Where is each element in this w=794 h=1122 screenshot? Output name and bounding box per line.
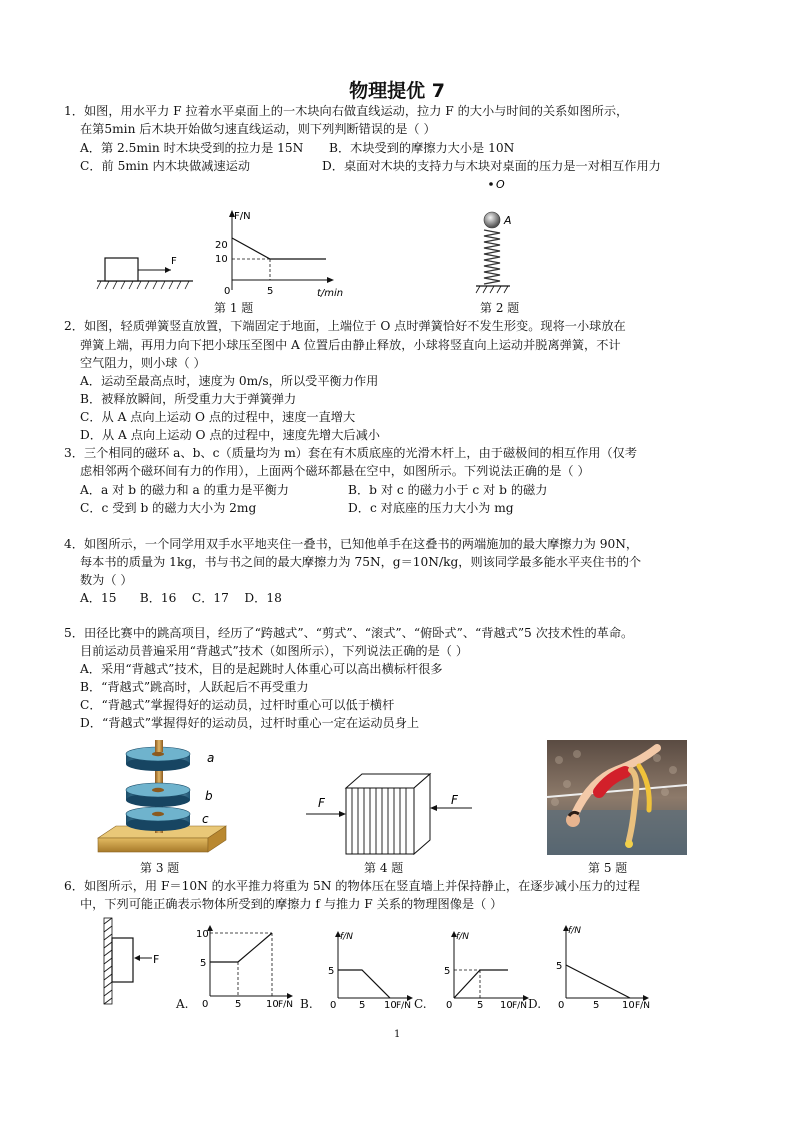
q2-option-a: A．运动至最高点时，速度为 0m/s，所以受平衡力作用 [80,374,379,388]
figure-3-caption: 第 3 题 [140,861,180,875]
q1-option-c: C．前 5min 内木块做减速运动 [80,159,251,173]
q5-option-a: A．采用“背越式”技术，目的是起跳时人体重心可以高出横标杆很多 [80,662,443,676]
q1-option-b: B．木块受到的摩擦力大小是 10N [329,141,515,155]
q3-line-2: 虑相邻两个磁环间有力的作用），上面两个磁环都悬在空中，如图所示。下列说法正确的是（ ） [80,464,590,478]
graph-d [550,920,658,1010]
q3-option-a: A．a 对 b 的磁力和 a 的重力是平衡力 [80,483,289,497]
graph-b-ylabel: f/N [340,932,353,942]
figure-6-wall [100,916,170,1008]
q1-line-2: 在第5min 后木块开始做匀速直线运动，则下列判断错误的是（ ） [80,122,436,136]
graph-c-tick-5: 5 [444,966,451,977]
figure-4-caption: 第 4 题 [364,861,404,875]
figure-5-caption: 第 5 题 [588,861,628,875]
figure-3-label-b: b [205,789,213,803]
graph-d-x-10: 10 [622,1000,635,1010]
option-d-label: D. [528,997,542,1011]
q5-option-c: C．“背越式”掌握得好的运动员，过杆时重心可以低于横杆 [80,698,395,712]
q3-option-c: C．c 受到 b 的磁力大小为 2mg [80,501,257,515]
figure-4-right-force: F [451,793,458,807]
graph-d-ylabel: f/N [568,926,581,936]
graph-b-xlabel: F/N [396,1001,411,1010]
page-title: 物理提优 7 [349,80,445,102]
graph-c-xlabel: F/N [512,1001,527,1010]
q2-line-3: 空气阻力，则小球（ ） [80,356,206,370]
q2-option-c: C．从 A 点向上运动 O 点的过程中，速度一直增大 [80,410,356,424]
graph-b [322,928,418,1010]
page-number: 1 [394,1029,401,1040]
q2-line-2: 弹簧上端，再用力向下把小球压至图中 A 位置后由静止释放，小球将竖直向上运动并脱离弹簧，不计 [80,338,621,352]
q5-line-1: 5．田径比赛中的跳高项目，经历了“跨越式”、“剪式”、“滚式”、“俯卧式”、“背越式”5 次技术性的革命。 [64,626,634,640]
q3-line-1: 3．三个相同的磁环 a、b、c（质量均为 m）套在有木质底座的光滑木杆上，由于磁极间的相互作用（仅考 [64,446,638,460]
graph-d-origin: 0 [558,1000,565,1010]
graph-a-tick-5: 5 [200,958,207,969]
graph-a-x-5: 5 [235,999,242,1010]
graph-b-x-5: 5 [359,1000,366,1010]
graph-d-xlabel: F/N [635,1001,650,1010]
q2-option-d: D．从 A 点向上运动 O 点的过程中，速度先增大后减小 [80,428,380,442]
graph-b-x-10: 10 [384,1000,397,1010]
graph-c-x-5: 5 [477,1000,484,1010]
graph-c-x-10: 10 [500,1000,513,1010]
graph-1-xlabel: t/min [317,288,344,299]
graph-a [194,920,302,1010]
option-a-label: A. [176,997,189,1011]
figure-2-spring [470,176,540,298]
q5-option-b: B．“背越式”跳高时，人跃起后不再受重力 [80,680,309,694]
figure-1-graph [210,206,350,300]
graph-b-origin: 0 [330,1000,337,1010]
option-b-label: B. [300,997,313,1011]
option-c-label: C. [414,997,427,1011]
figure-1-caption: 第 1 题 [214,301,254,315]
graph-d-x-5: 5 [593,1000,600,1010]
figure-4-left-force: F [318,796,325,810]
q5-option-d: D．“背越式”掌握得好的运动员，过杆时重心一定在运动员身上 [80,716,420,730]
q2-line-1: 2．如图，轻质弹簧竖直放置，下端固定于地面，上端位于 O 点时弹簧恰好不发生形变。现将一小球放在 [64,319,626,333]
q5-line-2: 目前运动员普遍采用“背越式”技术（如图所示），下列说法正确的是（ ） [80,644,469,658]
q4-line-1: 4．如图所示，一个同学用双手水平地夹住一叠书，已知他单手在这叠书的两端施加的最大摩擦力为 90N， [64,537,639,551]
graph-1-ylabel: F/N [234,211,251,222]
graph-1-tick-10: 10 [215,254,228,265]
graph-a-xlabel: F/N [278,1000,293,1010]
figure-4-books [300,760,480,856]
figure-2-caption: 第 2 题 [480,301,520,315]
q3-option-d: D．c 对底座的压力大小为 mg [348,501,514,515]
figure-3-label-a: a [207,751,215,765]
graph-a-tick-10: 10 [196,929,209,940]
q4-line-3: 数为（ ） [80,573,133,587]
figure-3-label-c: c [202,812,209,826]
q6-line-1: 6．如图所示，用 F＝10N 的水平推力将重为 5N 的物体压在竖直墙上并保持静止，在逐步减小压力的过程 [64,879,640,893]
graph-c-ylabel: f/N [456,932,469,942]
q1-option-d: D．桌面对木块的支持力与木块对桌面的压力是一对相互作用力 [322,159,661,173]
figure-1-block [95,250,195,294]
graph-1-tick-20: 20 [215,240,228,251]
graph-a-origin: 0 [202,999,209,1010]
figure-3-magnets [94,738,232,856]
graph-a-x-10: 10 [266,999,279,1010]
q4-options: A．15 B．16 C．17 D．18 [80,591,282,605]
q3-option-b: B．b 对 c 的磁力小于 c 对 b 的磁力 [348,483,548,497]
figure-2-a-label: A [504,214,512,227]
q6-line-2: 中，下列可能正确表示物体所受到的摩擦力 f 与推力 F 关系的物理图像是（ ） [80,897,503,911]
q1-option-a: A．第 2.5min 时木块受到的拉力是 15N [80,141,304,155]
graph-c [438,928,534,1010]
graph-d-tick-5: 5 [556,961,563,972]
graph-b-tick-5: 5 [328,966,335,977]
q2-option-b: B．被释放瞬间，所受重力大于弹簧弹力 [80,392,297,406]
figure-1-force-label: F [171,256,177,267]
figure-5-photo [547,740,687,855]
graph-1-tick-5: 5 [267,286,274,297]
figure-6-force-label: F [153,953,160,966]
q4-line-2: 每本书的质量为 1kg，书与书之间的最大摩擦力为 75N，g＝10N/kg，则该同学最多能水平夹住书的个 [80,555,642,569]
q1-line-1: 1．如图，用水平力 F 拉着水平桌面上的一木块向右做直线运动，拉力 F 的大小与时间的关系如图所示， [64,104,629,118]
figure-2-o-label: O [496,178,505,191]
graph-c-origin: 0 [446,1000,453,1010]
graph-1-origin: 0 [224,286,231,297]
